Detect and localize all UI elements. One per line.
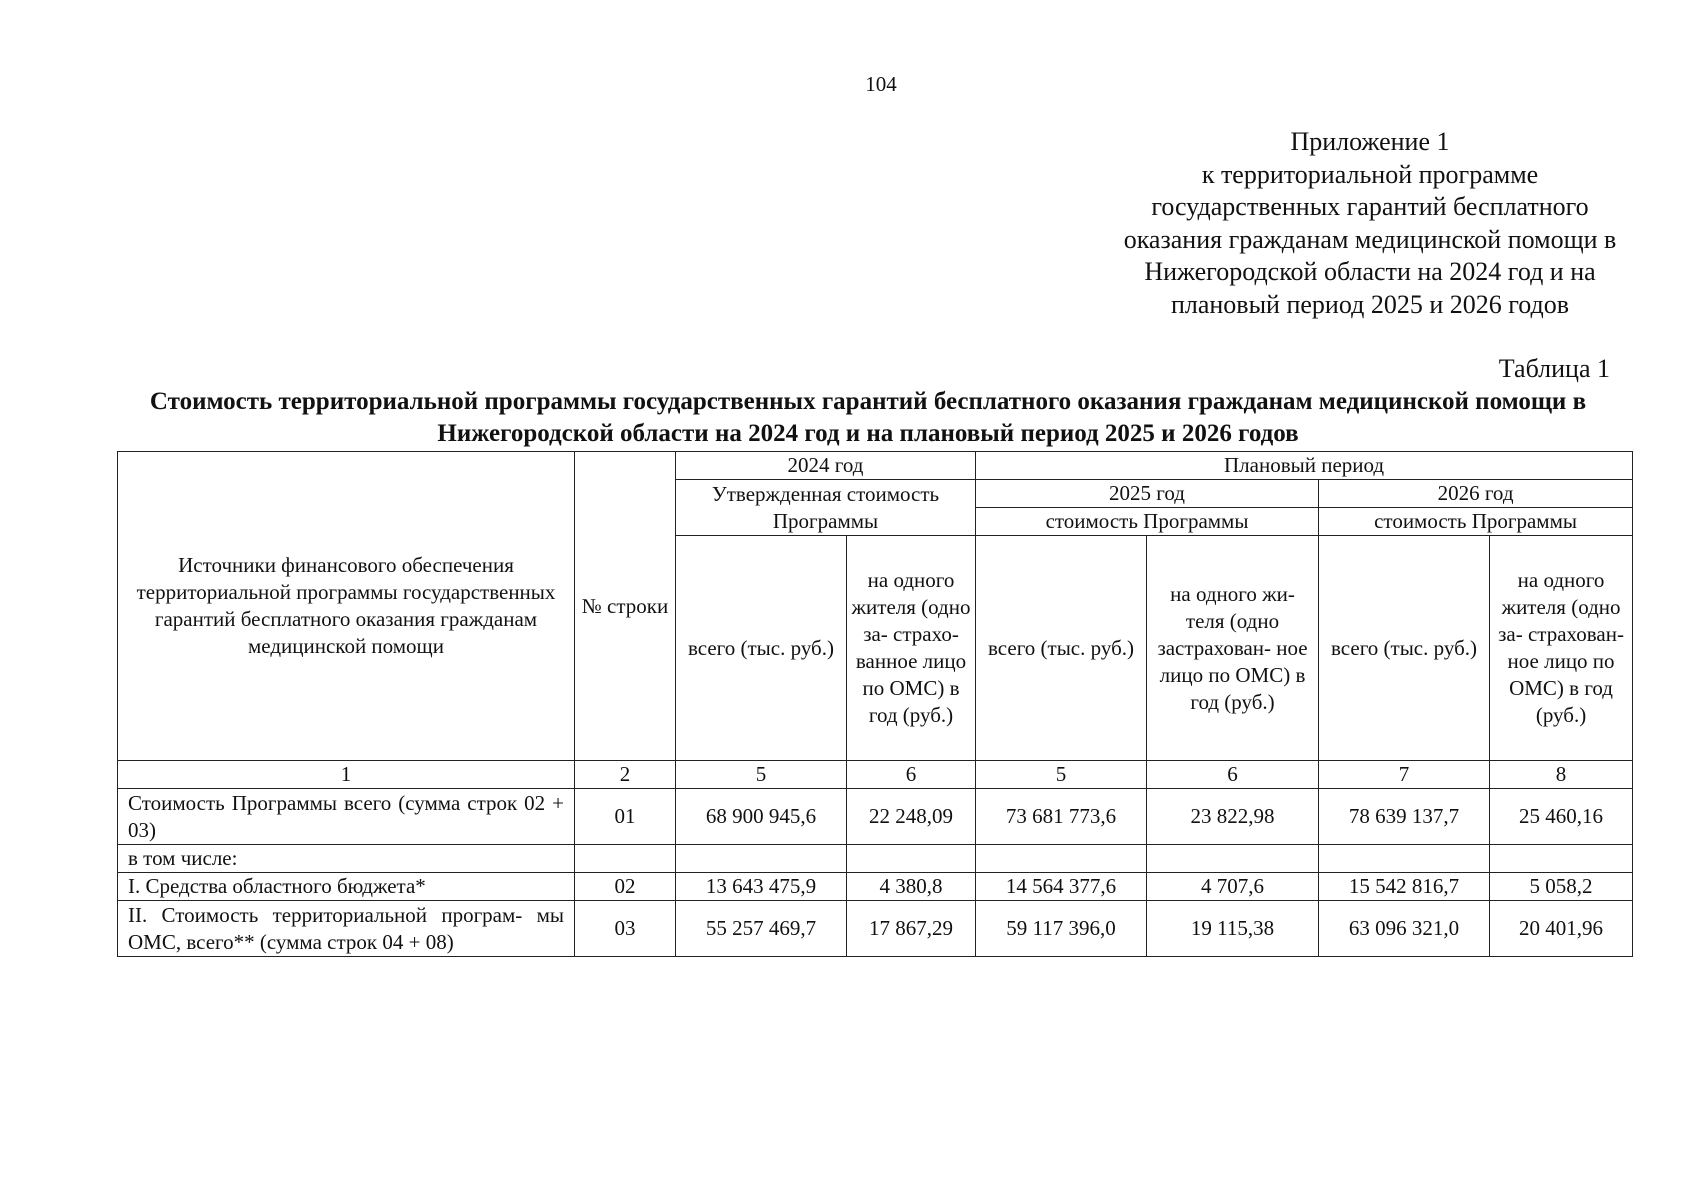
header-year-2026: 2026 год — [1319, 480, 1633, 508]
table-label: Таблица 1 — [1498, 354, 1610, 383]
header-row-no: № строки — [575, 452, 676, 761]
header-total-2026: всего (тыс. руб.) — [1319, 536, 1490, 761]
row-label: в том числе: — [118, 845, 575, 873]
cell-per-resident-2026 — [1490, 845, 1633, 873]
header-year-2025: 2025 год — [976, 480, 1319, 508]
cell-per-resident-2025: 4 707,6 — [1147, 873, 1319, 901]
table-title: Стоимость территориальной программы государственных гарантий бесплатного оказания гражданам медицинской помощи в Нижегородской области на 2024 год и на плановый период 2025 и 2026 годов — [149, 388, 1587, 447]
header-year-2024: 2024 год — [676, 452, 976, 480]
cell-total-2026: 78 639 137,7 — [1319, 789, 1490, 845]
appendix-line: государственных гарантий бесплатного — [1151, 192, 1589, 221]
cell-per-resident-2025: 19 115,38 — [1147, 901, 1319, 957]
cell-total-2024 — [676, 845, 847, 873]
appendix-note — [1090, 126, 1650, 321]
header-per-resident-2026: на одного жителя (одно за- страхован- ное лицо по ОМС) в год (руб.) — [1490, 536, 1633, 761]
cell-total-2024: 55 257 469,7 — [676, 901, 847, 957]
row-number: 03 — [575, 901, 676, 957]
cell-per-resident-2026: 25 460,16 — [1490, 789, 1633, 845]
header-program-cost-2025: стоимость Программы — [976, 508, 1319, 536]
column-number: 8 — [1490, 761, 1633, 789]
column-numbers-row — [118, 761, 1633, 789]
row-label: II. Стоимость территориальной програм- мы ОМС, всего** (сумма строк 04 + 08) — [118, 901, 575, 957]
cell-total-2024: 68 900 945,6 — [676, 789, 847, 845]
cost-table — [117, 451, 1633, 957]
header-row — [118, 452, 1633, 480]
table-row — [118, 901, 1633, 957]
column-number: 5 — [676, 761, 847, 789]
cell-per-resident-2026: 20 401,96 — [1490, 901, 1633, 957]
cell-per-resident-2025: 23 822,98 — [1147, 789, 1319, 845]
row-number: 02 — [575, 873, 676, 901]
row-label: Стоимость Программы всего (сумма строк 02 + 03) — [118, 789, 575, 845]
cell-total-2026: 15 542 816,7 — [1319, 873, 1490, 901]
header-planned-period: Плановый период — [976, 452, 1633, 480]
cell-total-2026: 63 096 321,0 — [1319, 901, 1490, 957]
header-per-resident-2024: на одного жителя (одно за- страхо- ванное лицо по ОМС) в год (руб.) — [847, 536, 976, 761]
appendix-line: Нижегородской области на 2024 год и на — [1144, 257, 1596, 286]
header-program-cost-2026: стоимость Программы — [1319, 508, 1633, 536]
cell-per-resident-2026: 5 058,2 — [1490, 873, 1633, 901]
column-number: 6 — [847, 761, 976, 789]
header-total-2025: всего (тыс. руб.) — [976, 536, 1147, 761]
appendix-line: плановый период 2025 и 2026 годов — [1170, 289, 1570, 319]
table-row — [118, 845, 1633, 873]
column-number: 1 — [118, 761, 575, 789]
header-approved-cost: Утвержденная стоимость Программы — [676, 480, 976, 536]
cell-per-resident-2025 — [1147, 845, 1319, 873]
row-number — [575, 845, 676, 873]
appendix-line: к территориальной программе — [1201, 159, 1539, 189]
row-label: I. Средства областного бюджета* — [118, 873, 575, 901]
column-number: 6 — [1147, 761, 1319, 789]
appendix-line: Приложение 1 — [1290, 127, 1450, 156]
cell-per-resident-2024: 17 867,29 — [847, 901, 976, 957]
column-number: 5 — [976, 761, 1147, 789]
cell-per-resident-2024: 4 380,8 — [847, 873, 976, 901]
cell-total-2025: 73 681 773,6 — [976, 789, 1147, 845]
cell-per-resident-2024 — [847, 845, 976, 873]
cell-total-2025 — [976, 845, 1147, 873]
page-number: 104 — [865, 72, 897, 96]
header-total-2024: всего (тыс. руб.) — [676, 536, 847, 761]
table-row — [118, 873, 1633, 901]
cell-total-2026 — [1319, 845, 1490, 873]
cell-total-2025: 14 564 377,6 — [976, 873, 1147, 901]
cell-per-resident-2024: 22 248,09 — [847, 789, 976, 845]
appendix-line: оказания гражданам медицинской помощи в — [1123, 224, 1617, 254]
column-number: 2 — [575, 761, 676, 789]
table-row — [118, 789, 1633, 845]
header-sources: Источники финансового обеспечения территориальной программы государственных гарантий бесплатного оказания гражданам медицинской помощи — [118, 452, 575, 761]
cell-total-2025: 59 117 396,0 — [976, 901, 1147, 957]
column-number: 7 — [1319, 761, 1490, 789]
header-per-resident-2025: на одного жи- теля (одно застрахован- ное лицо по ОМС) в год (руб.) — [1147, 536, 1319, 761]
cell-total-2024: 13 643 475,9 — [676, 873, 847, 901]
row-number: 01 — [575, 789, 676, 845]
